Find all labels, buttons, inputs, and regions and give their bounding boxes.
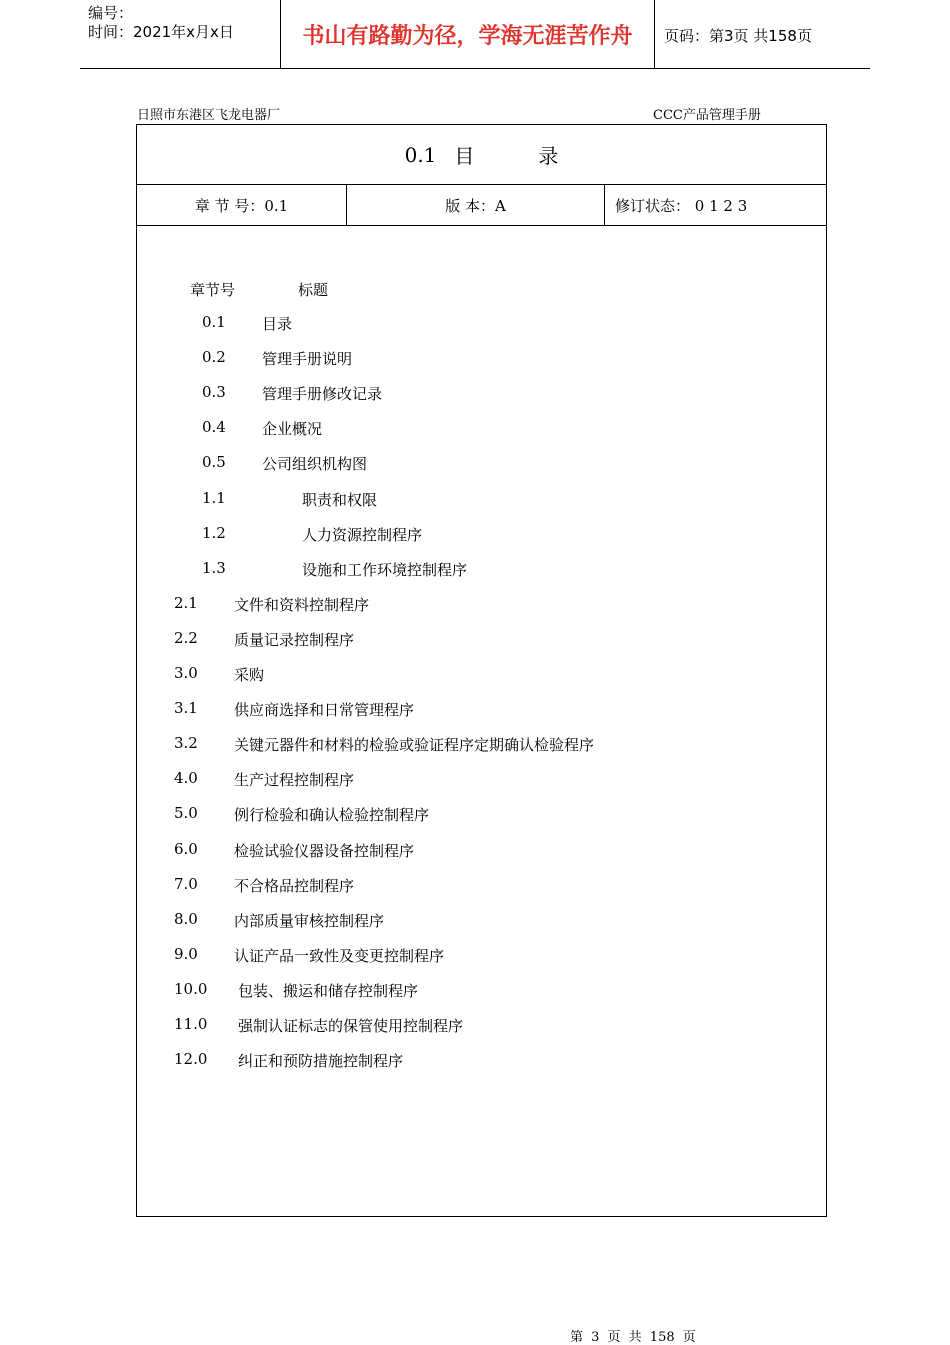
toc-entry-title: 文件和资料控制程序: [234, 595, 370, 614]
toc-entry-number: 10.0: [174, 979, 208, 998]
toc-entry-number: 5.0: [174, 804, 198, 823]
top-header: [80, 0, 870, 69]
toc-entry-title: 不合格品控制程序: [234, 876, 355, 895]
toc-entry-number: 0.3: [202, 383, 226, 402]
toc-entry-title: 包装、搬运和储存控制程序: [238, 981, 419, 1000]
toc-entry-title: 人力资源控制程序: [302, 525, 423, 544]
toc-entry-number: 9.0: [174, 944, 198, 963]
motto: 书山有路勤为径，学海无涯苦作舟: [302, 23, 633, 49]
header-page-info: 页码：第3页 共158页: [664, 27, 812, 45]
toc-entry-title: 采购: [234, 666, 265, 684]
manual-name: CCC产品管理手册: [653, 108, 761, 123]
code-label: 编号：: [88, 4, 134, 22]
toc-entry-title: 职责和权限: [302, 490, 378, 509]
toc-entry-number: 0.5: [202, 453, 226, 472]
company-name: 日照市东港区飞龙电器厂: [137, 108, 281, 123]
toc-entry-number: 2.2: [174, 628, 198, 647]
toc-entry-title: 质量记录控制程序: [234, 630, 355, 649]
toc-entry-number: 0.1: [202, 313, 226, 331]
info-row: [137, 185, 826, 226]
toc-entry-title: 公司组织机构图: [262, 455, 368, 474]
toc-entry-title: 关键元器件和材料的检验或验证程序定期确认检验程序: [234, 736, 595, 755]
toc-entry-number: 1.2: [202, 523, 226, 542]
toc-entry-title: 内部质量审核控制程序: [234, 911, 385, 930]
toc-col-title: 标题: [298, 281, 329, 299]
title-number: 0.1: [404, 142, 437, 167]
revision-status: 修订状态： 0 1 2 3: [615, 196, 748, 215]
header-meta: [80, 0, 280, 68]
toc-entry-number: 2.1: [174, 593, 198, 612]
toc-entry-number: 3.2: [174, 734, 198, 753]
toc-entry-title: 检验试验仪器设备控制程序: [234, 841, 415, 860]
toc-entry-number: 8.0: [174, 909, 198, 928]
document-title: [137, 125, 826, 185]
toc-entry-number: 6.0: [174, 839, 198, 858]
page-footer: 第 3 页 共 158 页: [570, 1330, 696, 1345]
toc-entry-title: 管理手册修改记录: [262, 385, 383, 404]
toc-entry-title: 强制认证标志的保管使用控制程序: [238, 1017, 464, 1035]
header-divider: [654, 0, 655, 68]
version: 版 本：A: [445, 196, 506, 215]
toc-entry-title: 管理手册说明: [262, 350, 353, 369]
toc-entry-number: 11.0: [174, 1015, 208, 1033]
title-part-2: 录: [538, 144, 559, 168]
toc-entry-title: 目录: [262, 315, 293, 333]
toc-entry-title: 企业概况: [262, 420, 323, 439]
toc-entry-number: 3.1: [174, 699, 198, 718]
toc-entry-number: 0.4: [202, 418, 226, 437]
toc-entry-number: 7.0: [174, 874, 198, 893]
toc-entry-title: 例行检验和确认检验控制程序: [234, 806, 430, 825]
toc-entry-number: 1.3: [202, 558, 226, 577]
toc-entry-number: 4.0: [174, 769, 198, 788]
toc-entry-number: 3.0: [174, 664, 198, 682]
time-label: 时间：2021年x月x日: [88, 23, 234, 41]
toc-entry-title: 生产过程控制程序: [234, 771, 355, 790]
toc-entry-number: 1.1: [202, 488, 226, 507]
toc-col-number: 章节号: [190, 281, 236, 299]
toc-entry-title: 纠正和预防措施控制程序: [238, 1052, 404, 1071]
chapter-number: 章 节 号：0.1: [194, 196, 289, 215]
toc-entry-title: 设施和工作环境控制程序: [302, 560, 468, 579]
toc-entry-title: 认证产品一致性及变更控制程序: [234, 946, 445, 965]
toc-entry-number: 12.0: [174, 1050, 208, 1069]
toc-entry-number: 0.2: [202, 348, 226, 367]
title-part-1: 目: [454, 144, 475, 168]
toc-entry-title: 供应商选择和日常管理程序: [234, 701, 415, 720]
